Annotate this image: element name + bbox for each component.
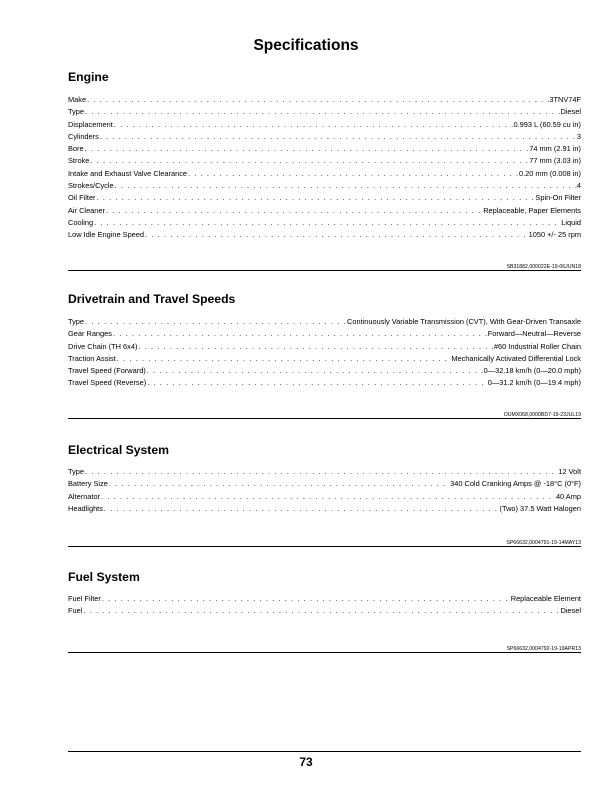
spec-row-low-idle [68,229,581,241]
section-divider [68,418,581,419]
leader-dots [89,155,529,167]
leader-dots [187,168,519,180]
spec-label: Fuel [68,606,83,616]
spec-row-speed-reverse [68,377,581,389]
reference-code: SB31882,000022E-19-06JUN18 [506,264,581,270]
spec-value: 12 Volt [558,467,581,476]
spec-label: Type [68,317,85,326]
spec-value: Continuously Variable Transmission (CVT), With Gear-Driven Transaxle [347,317,581,326]
spec-value: #60 Industrial Roller Chain [493,341,581,351]
spec-list [68,593,581,618]
spec-value: 4 [576,181,581,191]
spec-label: Stroke [68,156,90,166]
spec-value: Diesel [560,107,581,117]
section-title: Engine [68,70,109,84]
spec-label: Alternator [68,491,101,501]
section-divider [68,270,581,271]
leader-dots [84,316,347,328]
leader-dots [116,353,452,365]
section-divider [68,652,581,653]
leader-dots [101,593,511,605]
spec-value: Replaceable, Paper Elements [483,205,581,215]
spec-label: Travel Speed (Forward) [68,366,146,376]
spec-row-stroke [68,155,581,167]
spec-label: Cooling [68,217,94,227]
spec-label: Type [68,107,85,117]
section-divider [68,546,581,547]
section-title: Fuel System [68,570,140,584]
spec-row-oil-filter [68,192,581,204]
spec-value: Spin-On Filter [535,193,581,203]
leader-dots [114,180,577,192]
leader-dots [137,341,493,353]
leader-dots [146,377,488,389]
spec-value: 3TNV74F [549,95,581,104]
spec-list [68,466,581,515]
page-title: Specifications [253,37,359,54]
spec-label: Air Cleaner [68,205,105,215]
spec-label: Battery Size [68,479,108,489]
spec-row-type [68,466,581,478]
spec-value: Forward—Neutral—Reverse [487,329,581,339]
section-title: Electrical System [68,443,169,457]
spec-label: Low Idle Engine Speed [68,230,145,240]
spec-label: Intake and Exhaust Valve Clearance [68,168,188,178]
spec-label: Travel Speed (Reverse) [68,378,147,388]
spec-list [68,316,581,390]
footer-divider [68,751,581,752]
spec-row-type [68,106,581,118]
spec-value: (Two) 37.5 Watt Halogen [499,503,581,513]
spec-row-strokes-cycle [68,180,581,192]
leader-dots [144,229,529,241]
spec-value: Mechanically Activated Differential Lock [451,353,581,363]
spec-label: Cylinders [68,131,99,141]
leader-dots [84,106,560,118]
spec-row-speed-forward [68,365,581,377]
page-number: 73 [299,755,313,769]
spec-label: Type [68,467,85,476]
spec-list [68,94,581,242]
leader-dots [96,192,536,204]
spec-label: Headlights [68,503,103,513]
spec-value: 340 Cold Cranking Amps @ -18°C (0°F) [450,479,581,489]
spec-value: 40 Amp [555,491,581,501]
spec-label: Strokes/Cycle [68,181,114,191]
leader-dots [99,131,577,143]
leader-dots [105,205,483,217]
section-fuel [68,570,581,618]
spec-value: Liquid [561,217,581,227]
spec-value: 0.20 mm (0.008 in) [518,168,581,178]
spec-row-drive-chain [68,341,581,353]
spec-value: 77 mm (3.03 in) [529,156,581,166]
spec-row-traction-assist [68,353,581,365]
spec-label: Gear Ranges [68,329,112,339]
spec-label: Drive Chain (TH 6x4) [68,341,138,351]
spec-row-gear-ranges [68,328,581,340]
spec-label: Displacement [68,119,113,129]
spec-row-displacement [68,119,581,131]
spec-row-air-cleaner [68,205,581,217]
leader-dots [84,143,530,155]
reference-code: SP66632,0004792-19-19APR13 [506,646,581,652]
leader-dots [146,365,484,377]
spec-row-headlights [68,503,581,515]
section-electrical [68,443,581,515]
spec-value: 74 mm (2.91 in) [529,144,581,154]
spec-label: Bore [68,144,84,154]
leader-dots [84,466,558,478]
spec-value: Diesel [560,606,581,616]
leader-dots [112,328,488,340]
section-engine [68,70,581,242]
section-drivetrain [68,292,581,390]
spec-row-make [68,94,581,106]
spec-row-valve-clearance [68,168,581,180]
spec-value: Replaceable Element [510,594,581,603]
spec-value: 0.993 L (60.59 cu in) [513,119,581,129]
spec-label: Fuel Filter [68,594,101,603]
spec-row-battery-size [68,478,581,490]
leader-dots [113,119,514,131]
leader-dots [100,491,556,503]
spec-row-bore [68,143,581,155]
spec-row-cooling [68,217,581,229]
leader-dots [82,605,560,617]
spec-row-alternator [68,491,581,503]
reference-code: SP66632,0004791-19-14MAY13 [506,540,581,546]
section-title: Drivetrain and Travel Speeds [68,292,236,306]
leader-dots [93,217,561,229]
leader-dots [108,478,450,490]
spec-value: 0—31.2 km/h (0—19.4 mph) [487,378,581,388]
leader-dots [86,94,549,106]
reference-code: OUMX068,0000BD7-19-23JUL19 [503,412,581,418]
spec-label: Make [68,95,87,104]
spec-value: 1050 +/- 25 rpm [528,230,581,240]
spec-row-fuel-filter [68,593,581,605]
spec-value: 0—32.18 km/h (0—20.0 mph) [483,366,581,376]
spec-value: 3 [576,131,581,141]
spec-row-type [68,316,581,328]
spec-label: Oil Filter [68,193,96,203]
spec-row-cylinders [68,131,581,143]
spec-row-fuel [68,605,581,617]
spec-label: Traction Assist [68,353,116,363]
leader-dots [103,503,500,515]
